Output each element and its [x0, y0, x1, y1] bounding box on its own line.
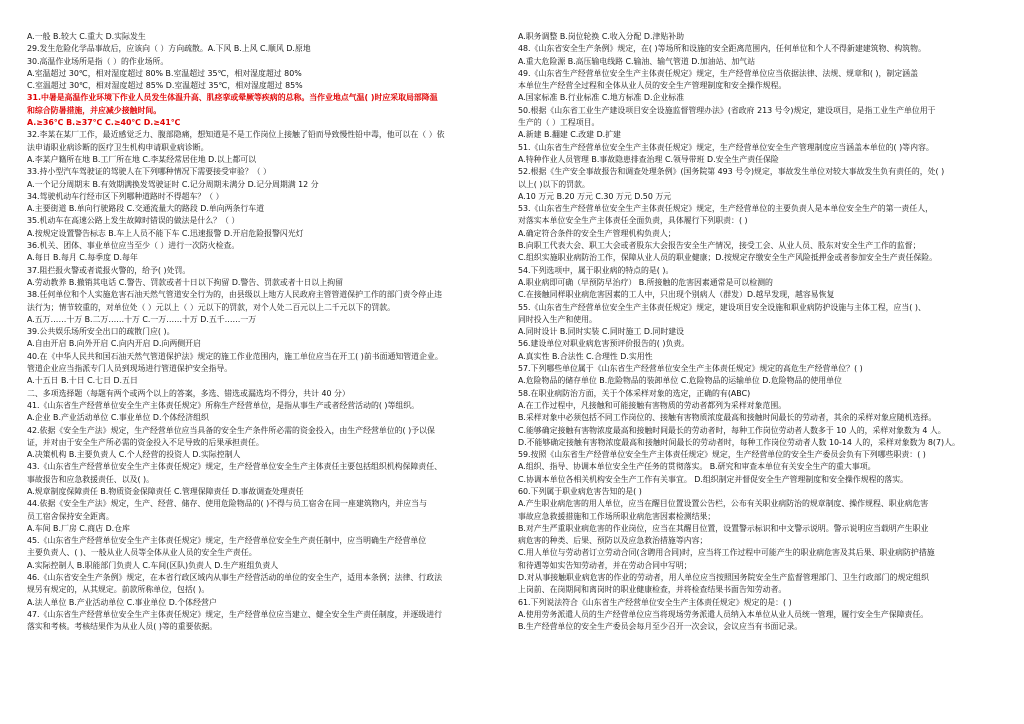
text-line: A.实际控制人 B.职能部门负责人 C.车间(区队)负责人 D.生产班组负责人	[27, 560, 279, 570]
text-line: B.生产经营单位的安全生产委员会每月至少召开一次会议，会议应当有书面记录。	[518, 622, 803, 632]
text-line: 35.机动车在高速公路上发生故障时错误的做法是什么？（ ）	[27, 216, 240, 226]
text-line: A.使用劳务派遣人员的生产经营单位应当将现场劳务派遣人员纳入本单位从业人员统一管理，履行安全生产保障责任。	[518, 609, 929, 619]
text-line: 39.公共娱乐场所安全出口的疏散门应( )。	[27, 327, 175, 337]
text-line: 45.《山东省生产经营单位安全生产主体责任规定》规定，生产经营单位安全生产责任制中，应当明确生产经营单位	[27, 536, 427, 546]
text-line: 以上( )以下的罚款。	[518, 179, 590, 189]
text-line: 29.发生危险化学品事故后，应该向（ ）方向疏散。A.下风 B.上风 C.顺风 D.原地	[27, 44, 311, 54]
text-line: 34.驾驶机动车行经市区下列哪种道路时不得超车？（ ）	[27, 191, 224, 201]
text-line: 51.《山东省生产经营单位安全生产主体责任规定》规定，生产经营单位安全生产管理制度应当涵盖本单位的( )等内容。	[518, 142, 934, 152]
text-line: 60.下列属于职业病危害告知的是( )	[518, 486, 642, 496]
text-line: 41.《山东省生产经营单位安全生产主体责任规定》所称生产经营单位，是指从事生产或者经营活动的( )等组织。	[27, 400, 420, 410]
text-line: 员工宿舍保持安全距离。	[27, 511, 114, 521]
text-line: A.企业 B.产业活动单位 C.事业单位 D.个体经济组织	[27, 413, 209, 423]
text-line: 主要负责人、( )、一般从业人员等全体从业人员的安全生产责任。	[27, 548, 257, 558]
text-line: 44.依据《安全生产法》规定，生产、经营、储存、使用危险物品的( )不得与员工宿舍在同一座建筑物内，并应当与	[27, 499, 427, 509]
text-line: B.向职工代表大会、职工大会或者股东大会报告安全生产情况，接受工会、从业人员、股东对安全生产工作的监督；	[518, 241, 921, 251]
text-line: A.劳动教养 B.撤销其电话 C.警告、罚款或者十日以下拘留 D.警告、罚款或者十日以上拘留	[27, 277, 343, 287]
text-line: A.真实性 B.合法性 C.合理性 D.实用性	[518, 351, 653, 361]
text-line: A.新建 B.翻建 C.改建 D.扩建	[518, 130, 621, 140]
text-line: 对落实本单位安全生产主体责任全面负责，具体履行下列职责：( )	[518, 216, 748, 226]
text-line: 52.根据《生产安全事故报告和调查处理条例》(国务院第 493 号令)规定，事故发生单位对较大事故发生负有责任的，处( )	[518, 167, 945, 177]
text-line: A.一般 B.较大 C.重大 D.实际发生	[27, 32, 146, 41]
text-line: A.决策机构 B.主要负责人 C.个人经营的投资人 D.实际控制人	[27, 450, 241, 460]
text-line: 61.下列说法符合《山东省生产经营单位安全生产主体责任规定》规定的是：( )	[518, 597, 792, 607]
text-line: A.法人单位 B.产业活动单位 C.事业单位 D.个体经营户	[27, 597, 217, 607]
text-line: C.组织实施职业病防治工作，保障从业人员的职业健康；D.按规定存缴安全生产风险抵押金或者参加安全生产责任保险。	[518, 253, 938, 263]
text-line: 本单位生产经营全过程和全体从业人员的安全生产管理制度和安全操作规程。	[518, 81, 787, 91]
text-line: A.规章制度保障责任 B.物质资金保障责任 C.管理保障责任 D.事故调查处理责任	[27, 486, 304, 496]
text-line: 38.任何单位和个人实施危害石油天然气管道安全行为的，由县级以上地方人民政府主管管道保护工作的部门责令停止违	[27, 290, 442, 300]
text-line: A.同时设计 B.同时实装 C.同时施工 D.同时建设	[518, 327, 685, 337]
left-column	[27, 31, 508, 719]
text-line: 46.《山东省安全生产条例》规定，在本省行政区域内从事生产经营活动的单位的安全生产，适用本条例；法律、行政法	[27, 573, 442, 583]
text-line: A.在工作过程中，凡接触和可能接触有害物质的劳动者都列为采样对象范围。	[518, 400, 787, 410]
text-line: 上岗前、在岗期间和离岗时的职业健康检查，并将检查结果书面告知劳动者。	[518, 585, 787, 595]
right-column	[518, 31, 999, 719]
text-line: 32.李某在某厂工作，最近感觉乏力、腹部隐痛，想知道是不是工作岗位上接触了铅而导致慢性铅中毒，他可以在（ ）依	[27, 130, 445, 140]
text-line: 47.《山东省生产经营单位安全生产主体责任规定》规定，生产经营单位应当建立、健全安全生产责任制度，并逐级进行	[27, 609, 442, 619]
text-line: A.自由开启 B.向外开启 C.向内开启 D.向两侧开启	[27, 339, 201, 349]
text-line: 病危害的种类、后果、预防以及应急救治措施等内容；	[518, 536, 708, 546]
text-line: 31.中暑是高温作业环境下作业人员发生体温升高、肌痉挛或晕厥等疾病的总称。当作业地点气温( )时应采取局部降温	[27, 93, 438, 103]
text-line: A.十五日 B.十日 C.七日 D.五日	[27, 376, 138, 386]
text-line: D.对从事接触职业病危害的作业的劳动者，用人单位应当按照国务院安全生产监督管理部门、卫生行政部门的规定组织	[518, 573, 930, 583]
text-line: A.车间 B.厂房 C.商店 D.仓库	[27, 523, 130, 533]
text-line: A.每日 B.每月 C.每季度 D.每年	[27, 253, 138, 263]
text-line: A.室温超过 30℃，相对湿度超过 80% B.室温超过 35℃，相对湿度超过 80%	[27, 68, 302, 78]
text-line: C.用人单位与劳动者订立劳动合同(含聘用合同)时，应当将工作过程中可能产生的职业病危害及其后果、职业病防护措施	[518, 548, 935, 558]
text-line: 生产的（ ）工程项目。	[518, 118, 600, 128]
text-line: 43.《山东省生产经营单位安全生产主体责任规定》规定，生产经营单位安全生产主体责任主要包括组织机构保障责任、	[27, 462, 442, 472]
text-line: 33.持小型汽车驾驶证的驾驶人在下列哪种情况下需要接受审验？（ ）	[27, 167, 271, 177]
text-line: A.确定符合条件的安全生产管理机构负责人；	[518, 228, 676, 238]
text-line: D.不能够确定接触有害物浓度最高和接触时间最长的劳动者时，每种工作岗位劳动者人数 10-14 人的，采样对象数为 8(7)人。	[518, 437, 960, 447]
text-line: A.10 万元 B.20 万元 C.30 万元 D.50 万元	[518, 191, 672, 201]
text-line: 59.按照《山东省生产经营单位安全生产主体责任规定》规定，生产经营单位的安全生产委员会负有下列哪些职责：( )	[518, 450, 926, 460]
text-line: 事故报告和应急救援责任、以及( )。	[27, 474, 155, 484]
text-line: 证，并对由于安全生产所必需的资金投入不足导致的后果承担责任。	[27, 437, 264, 447]
text-line: 同时投入生产和使用。	[518, 314, 597, 324]
text-line: 42.依据《安全生产法》规定，生产经营单位应当具备的安全生产条件所必需的资金投入，由生产经营单位的( )予以保	[27, 425, 435, 435]
text-line: 56.建设单位对职业病危害预评价报告的( )负责。	[518, 339, 690, 349]
text-line: A.危险物品的储存单位 B.危险物品的装卸单位 C.危险物品的运输单位 D.危险物品的使用单位	[518, 376, 842, 386]
text-line: A.≥36℃ B.≥37℃ C.≥40℃ D.≥41℃	[27, 118, 181, 128]
text-line: 53.《山东省生产经营单位安全生产主体责任规定》规定，生产经营单位的主要负责人是本单位安全生产的第一责任人，	[518, 204, 933, 214]
text-line: 37.阻拦报火警或者谎报火警的，给予( )处罚。	[27, 265, 191, 275]
text-line: 36.机关、团体、事业单位应当至少（ ）进行一次防火检查。	[27, 241, 240, 251]
text-line: A.特种作业人员管理 B.事故隐患排查治理 C.领导带班 D.安全生产责任保险	[518, 154, 779, 164]
text-line: 50.根据《山东省工业生产建设项目安全设施监督管理办法》(省政府 213 号令)规定，建设项目，是指工业生产单位用于	[518, 105, 936, 115]
text-line: A.产生职业病危害的用人单位，应当在醒目位置设置公告栏，公布有关职业病防治的规章制度、操作规程、职业病危害	[518, 499, 929, 509]
text-line: C.在接触同样职业病危害因素的工人中，只出现个别病人（群发）D.越早发现，越容易恢复	[518, 290, 835, 300]
text-line: A.职务调整 B.岗位轮换 C.收入分配 D.津贴补助	[518, 32, 685, 41]
text-line: A.五万……十万 B.二万……十万 C.一万……十万 D.五千……一万	[27, 314, 257, 324]
text-line: 48.《山东省安全生产条例》规定，在( )等场所和设施的安全距离范围内，任何单位和个人不得新建建筑物、构筑物。	[518, 44, 926, 54]
text-line: 57.下列哪些单位属于《山东省生产经营单位安全生产主体责任规定》规定的高危生产经营单位？( )	[518, 364, 863, 374]
text-line: 规另有规定的，从其规定。前款所称单位，包括( )。	[27, 585, 210, 595]
text-line: 事故应急救援措施和工作场所职业病危害因素检测结果；	[518, 511, 716, 521]
text-line: 49.《山东省生产经营单位安全生产主体责任规定》规定，生产经营单位应当依据法律、法规、规章和( )，制定涵盖	[518, 68, 918, 78]
text-line: 30.高温作业场所是指（ ）的作业场所。	[27, 56, 169, 66]
text-line: A.职业病即可确（早预防早治疗） B.所接触的危害因素通常是可以检测的	[518, 277, 773, 287]
text-line: 和待遇等如实告知劳动者，并在劳动合同中写明；	[518, 560, 692, 570]
text-line: 法行为；情节较重的，对单位处（ ）元以上（ ）元以下的罚款，对个人处二百元以上二千元以下的罚款。	[27, 302, 395, 312]
text-line: 和综合防暑措施，并应减少接触时间。	[27, 105, 162, 115]
text-line: B.采样对象中必须包括不同工作岗位的、接触有害物质浓度最高和接触时间最长的劳动者，其余的采样对象应随机选择。	[518, 413, 937, 423]
text-line: A.李某户籍所在地 B.工厂所在地 C.李某经常居住地 D.以上都可以	[27, 154, 257, 164]
text-line: 落实和考核。考核结果作为从业人员( )等的重要依据。	[27, 622, 218, 632]
text-line: 管道企业应当指派专门人员到现场进行管道保护安全指导。	[27, 364, 233, 374]
text-line: 40.在《中华人民共和国石油天然气管道保护法》规定的施工作业范围内，施工单位应当在开工( )前书面通知管道企业。	[27, 351, 443, 361]
text-line: A.主要街道 B.单向行驶路段 C.交通流量大的路段 D.单向两条行车道	[27, 204, 265, 214]
text-line: A.组织、指导、协调本单位安全生产任务的贯彻落实。 B.研究和审查本单位有关安全生产的重大事项。	[518, 462, 876, 472]
text-line: A.重大危险源 B.高压输电线路 C.输油、输气管道 D.加油站、加气站	[518, 56, 756, 66]
text-line: 二、多项选择题（每题有两个或两个以上的答案，多选、错选或漏选均不得分，共计 40 分）	[27, 388, 350, 398]
text-line: 法申请职业病诊断的医疗卫生机构申请职业病诊断。	[27, 142, 209, 152]
text-line: B.对产生严重职业病危害的作业岗位，应当在其醒目位置，设置警示标识和中文警示说明。警示说明应当载明产生职业	[518, 523, 929, 533]
text-line: C.协调本单位各相关机构安全生产工作有关事宜。 D.组织制定并督促安全生产管理制度和安全操作规程的落实。	[518, 474, 908, 484]
text-line: A.一个记分周期末 B.有效期满换发驾驶证时 C.记分周期未满分 D.记分周期满 12 分	[27, 179, 319, 189]
text-line: C.能够确定接触有害物浓度最高和接触时间最长的劳动者时，每种工作岗位劳动者人数多于 10 人的，采样对象数为 4 人。	[518, 425, 946, 435]
text-line: 54.下列选项中，属于职业病的特点的是( )。	[518, 265, 674, 275]
text-line: C.室温超过 30℃，相对湿度超过 85% D.室温超过 35℃，相对湿度超过 85%	[27, 81, 303, 91]
text-line: 55.《山东省生产经营单位安全生产主体责任规定》规定，建设项目安全设施和职业病防护设施与主体工程，应当( )、	[518, 302, 926, 312]
text-line: 58.在职业病防治方面，关于个体采样对象的选定，正确的有(ABC)	[518, 388, 751, 398]
text-line: A.按规定设置警告标志 B.车上人员不能下车 C.迅速报警 D.开启危险报警闪光灯	[27, 228, 304, 238]
text-line: A.国家标准 B.行业标准 C.地方标准 D.企业标准	[518, 93, 685, 103]
